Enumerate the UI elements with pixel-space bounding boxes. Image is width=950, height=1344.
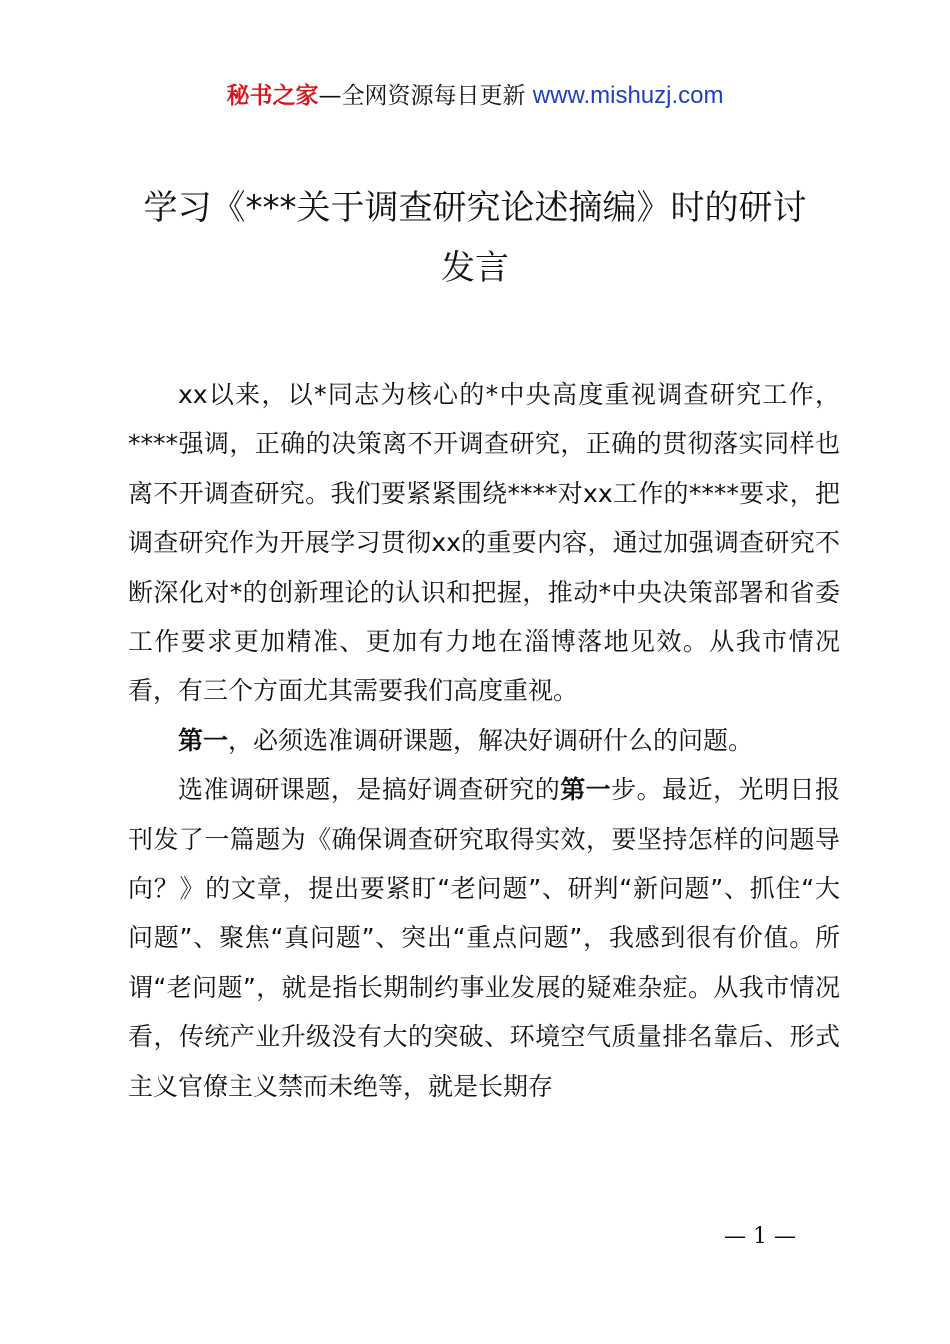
paragraph-detail <box>128 765 840 1111</box>
bold-ordinal: 第一 <box>178 725 229 755</box>
website-link[interactable]: www.mishuzj.com <box>532 82 724 109</box>
brand-name: 秘书之家 <box>226 83 319 109</box>
page-number: — 1 — <box>724 1224 796 1249</box>
document-title <box>80 178 870 298</box>
paragraph-intro <box>128 370 840 716</box>
tagline: —全网资源每日更新 <box>318 83 533 109</box>
paragraph-text: 步。最近，光明日报刊发了一篇题为《确保调查研究取得实效，要坚持怎样的问题导向？》的文章，提出要紧盯“老问题”、研判“新问题”、抓住“大问题”、聚焦“真问题”、突出“重点问题”，我感到很有价值。所谓“老问题”，就是指长期制约事业发展的疑难杂症。从我市情况看，传统产业升级没有大的突破、环境空气质量排名靠后、形式主义官僚主义禁而未绝等，就是长期存 <box>128 775 840 1101</box>
bold-ordinal: 第一 <box>560 775 612 805</box>
document-body <box>128 370 840 1111</box>
paragraph-text: xx以来，以*同志为核心的*中央高度重视调查研究工作，****强调，正确的决策离不开调查研究，正确的贯彻落实同样也离不开调查研究。我们要紧紧围绕****对xx工作的****要求，把调查研究作为开展学习贯彻xx的重要内容，通过加强调查研究不断深化对*的创新理论的认识和把握，推动*中央决策部署和省委工作要求更加精准、更加有力地在淄博落地见效。从我市情况看，有三个方面尤其需要我们高度重视。 <box>128 380 840 706</box>
title-line-2: 发言 <box>441 248 509 288</box>
paragraph-text-pre: 选准调研课题，是搞好调查研究的 <box>178 775 561 805</box>
paragraph-point-one <box>128 716 840 765</box>
title-line-1: 学习《***关于调查研究论述摘编》时的研讨 <box>143 188 807 228</box>
header-banner <box>0 80 950 112</box>
paragraph-text: ，必须选准调研课题，解决好调研什么的问题。 <box>228 725 754 755</box>
